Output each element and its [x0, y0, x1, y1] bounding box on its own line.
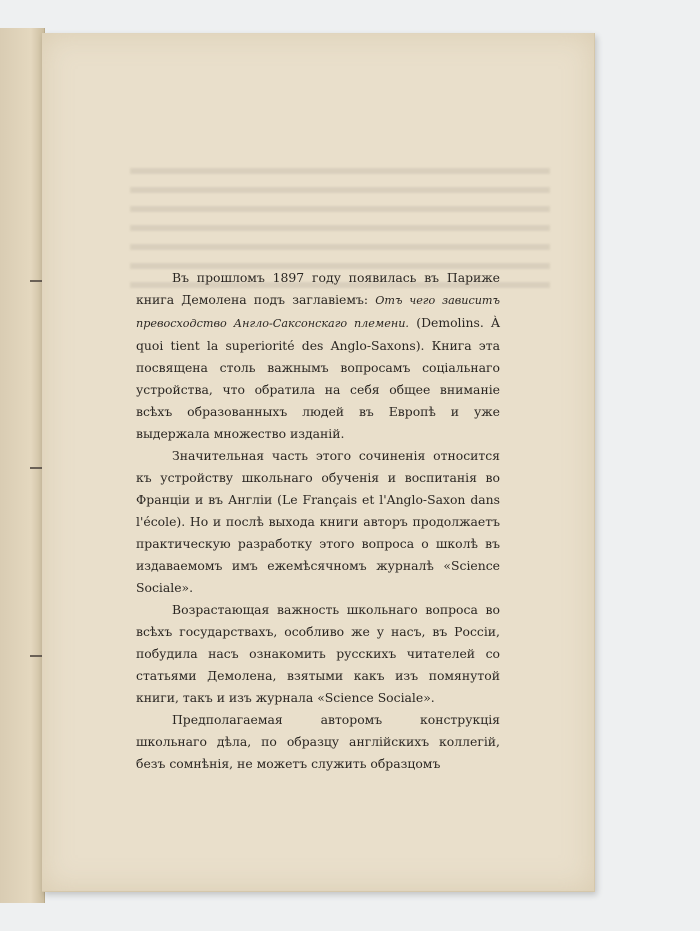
paragraph-1-lead: Въ прошломъ 1897 году появилась въ Париже книга Демолена подъ заглавiемъ:: [136, 270, 500, 307]
paragraph-1-rest: (Demolins. À quoi tient la superiorité des Anglo-Saxons). Книга эта посвящена столь важнымъ вопросамъ соцiальнаго устройства, что обратила на себя общее вниманiе всѣхъ образованныхъ людей въ Европѣ и уже выдержала множество изданiй.: [136, 315, 500, 441]
paragraph-1: [136, 267, 500, 445]
paragraph-2: Значительная часть этого сочиненiя относится къ устройству школьнаго обученiя и воспитанiя во Францiи и въ Англiи (Le Français et l'Anglo-Saxon dans l'école). Но и послѣ выхода книги авторъ продолжаетъ практическую разработку этого вопроса о школѣ въ издаваемомъ имъ ежемѣсячномъ журналѣ «Science Sociale».: [136, 448, 500, 595]
paragraph-4: Предполагаемая авторомъ конструкцiя школьнаго дѣла, по образцу англiйскихъ коллегiй, безъ сомнѣнiя, не можетъ служить образцомъ: [136, 712, 500, 771]
paragraph-3: Возрастающая важность школьнаго вопроса во всѣхъ государствахъ, особливо же у насъ, въ Россiи, побудила насъ ознакомить русскихъ читателей со статьями Демолена, взятыми какъ изъ помянутой книги, такъ и изъ журнала «Science Sociale».: [136, 602, 500, 705]
body-text: [136, 267, 500, 775]
left-page-edge: [0, 28, 45, 903]
book-title-italic: Отъ чего зависитъ превосходство Англо-Саксонскаго племени.: [136, 294, 500, 330]
